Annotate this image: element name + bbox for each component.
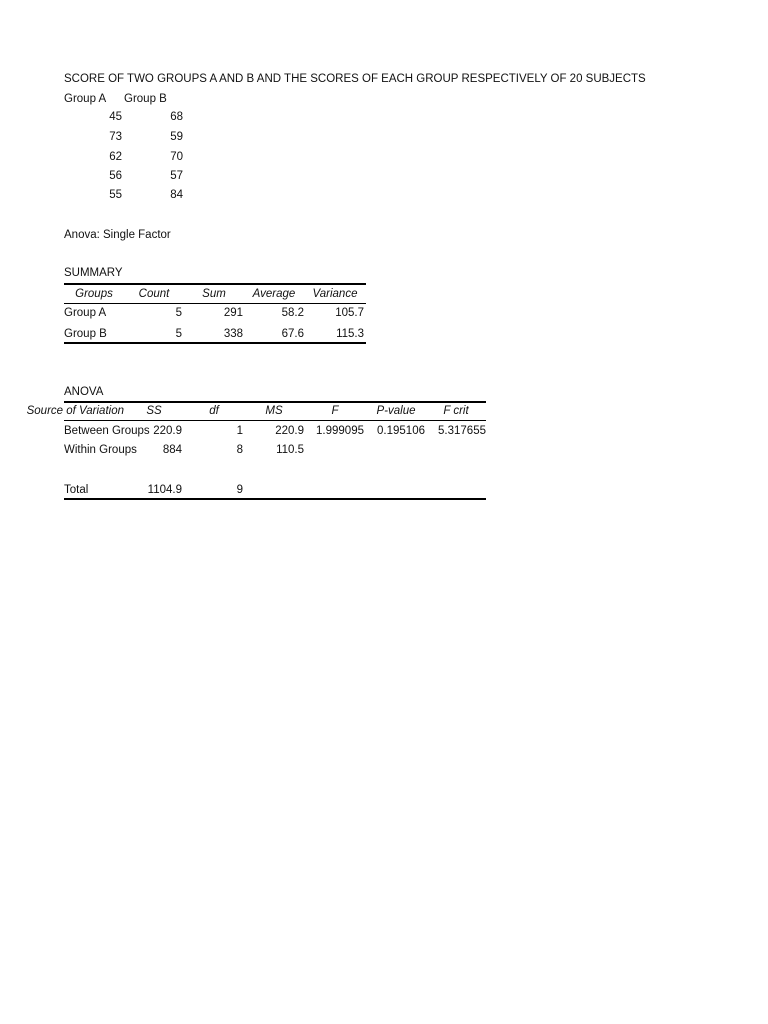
summary-cell: 115.3 — [336, 328, 364, 340]
summary-header-variance: Variance — [312, 288, 358, 300]
summary-cell: 5 — [175, 328, 182, 340]
anova-header-df: df — [209, 405, 219, 417]
summary-bottom-rule — [64, 342, 366, 344]
summary-cell: 105.7 — [335, 307, 364, 319]
anova-header-rule — [64, 420, 486, 421]
anova-header-ss: SS — [146, 405, 162, 417]
anova-cell: 110.5 — [276, 444, 304, 456]
data-cell: 56 — [109, 170, 122, 182]
summary-header-rule — [64, 303, 366, 304]
anova-header-source — [26, 404, 124, 418]
anova-cell: 9 — [236, 484, 243, 496]
anova-total-label: Total — [64, 484, 89, 496]
anova-top-rule — [64, 401, 486, 403]
anova-cell: 1 — [236, 425, 243, 437]
anova-header-source-label: Source of Variation — [26, 405, 124, 417]
anova-cell: 220.9 — [153, 425, 182, 437]
anova-cell: 8 — [236, 444, 243, 456]
anova-heading: ANOVA — [64, 386, 104, 398]
summary-cell: 58.2 — [281, 307, 304, 319]
anova-cell: 220.9 — [275, 425, 304, 437]
summary-heading: SUMMARY — [64, 267, 123, 279]
data-cell: 68 — [170, 111, 183, 123]
summary-cell: 338 — [223, 328, 243, 340]
data-cell: 57 — [170, 170, 183, 182]
summary-header-groups: Groups — [75, 288, 113, 300]
summary-header-count: Count — [138, 288, 170, 300]
data-cell: 73 — [109, 131, 122, 143]
anova-cell: 5.317655 — [438, 425, 486, 437]
anova-single-factor-heading: Anova: Single Factor — [64, 229, 171, 241]
anova-header-p-value: P-value — [376, 405, 416, 417]
anova-row-label: Within Groups — [64, 444, 137, 456]
page-title: SCORE OF TWO GROUPS A AND B AND THE SCORES OF EACH GROUP RESPECTIVELY OF 20 SUBJECTS — [64, 73, 646, 85]
anova-cell: 1104.9 — [147, 484, 182, 496]
summary-header-sum: Sum — [202, 288, 226, 300]
summary-cell: 67.6 — [281, 328, 304, 340]
anova-header-f-crit: F crit — [443, 405, 469, 417]
data-cell: 70 — [170, 151, 183, 163]
data-cell: 55 — [109, 189, 122, 201]
summary-top-rule — [64, 283, 366, 285]
anova-cell: 884 — [162, 444, 182, 456]
anova-cell: 1.999095 — [316, 425, 364, 437]
anova-row-label: Between Groups — [64, 425, 150, 437]
data-cell: 59 — [170, 131, 183, 143]
data-cell: 84 — [170, 189, 183, 201]
summary-header-average: Average — [252, 288, 296, 300]
anova-header-f: F — [331, 405, 339, 417]
anova-header-ms: MS — [265, 405, 283, 417]
data-header-group-a: Group A — [64, 93, 107, 105]
summary-cell: 5 — [175, 307, 182, 319]
anova-cell: 0.195106 — [377, 425, 425, 437]
data-header-group-b: Group B — [124, 93, 167, 105]
data-cell: 45 — [109, 111, 122, 123]
data-cell: 62 — [109, 151, 122, 163]
summary-cell: 291 — [223, 307, 243, 319]
anova-bottom-rule — [64, 498, 486, 500]
summary-row-label: Group A — [64, 307, 107, 319]
summary-row-label: Group B — [64, 328, 107, 340]
